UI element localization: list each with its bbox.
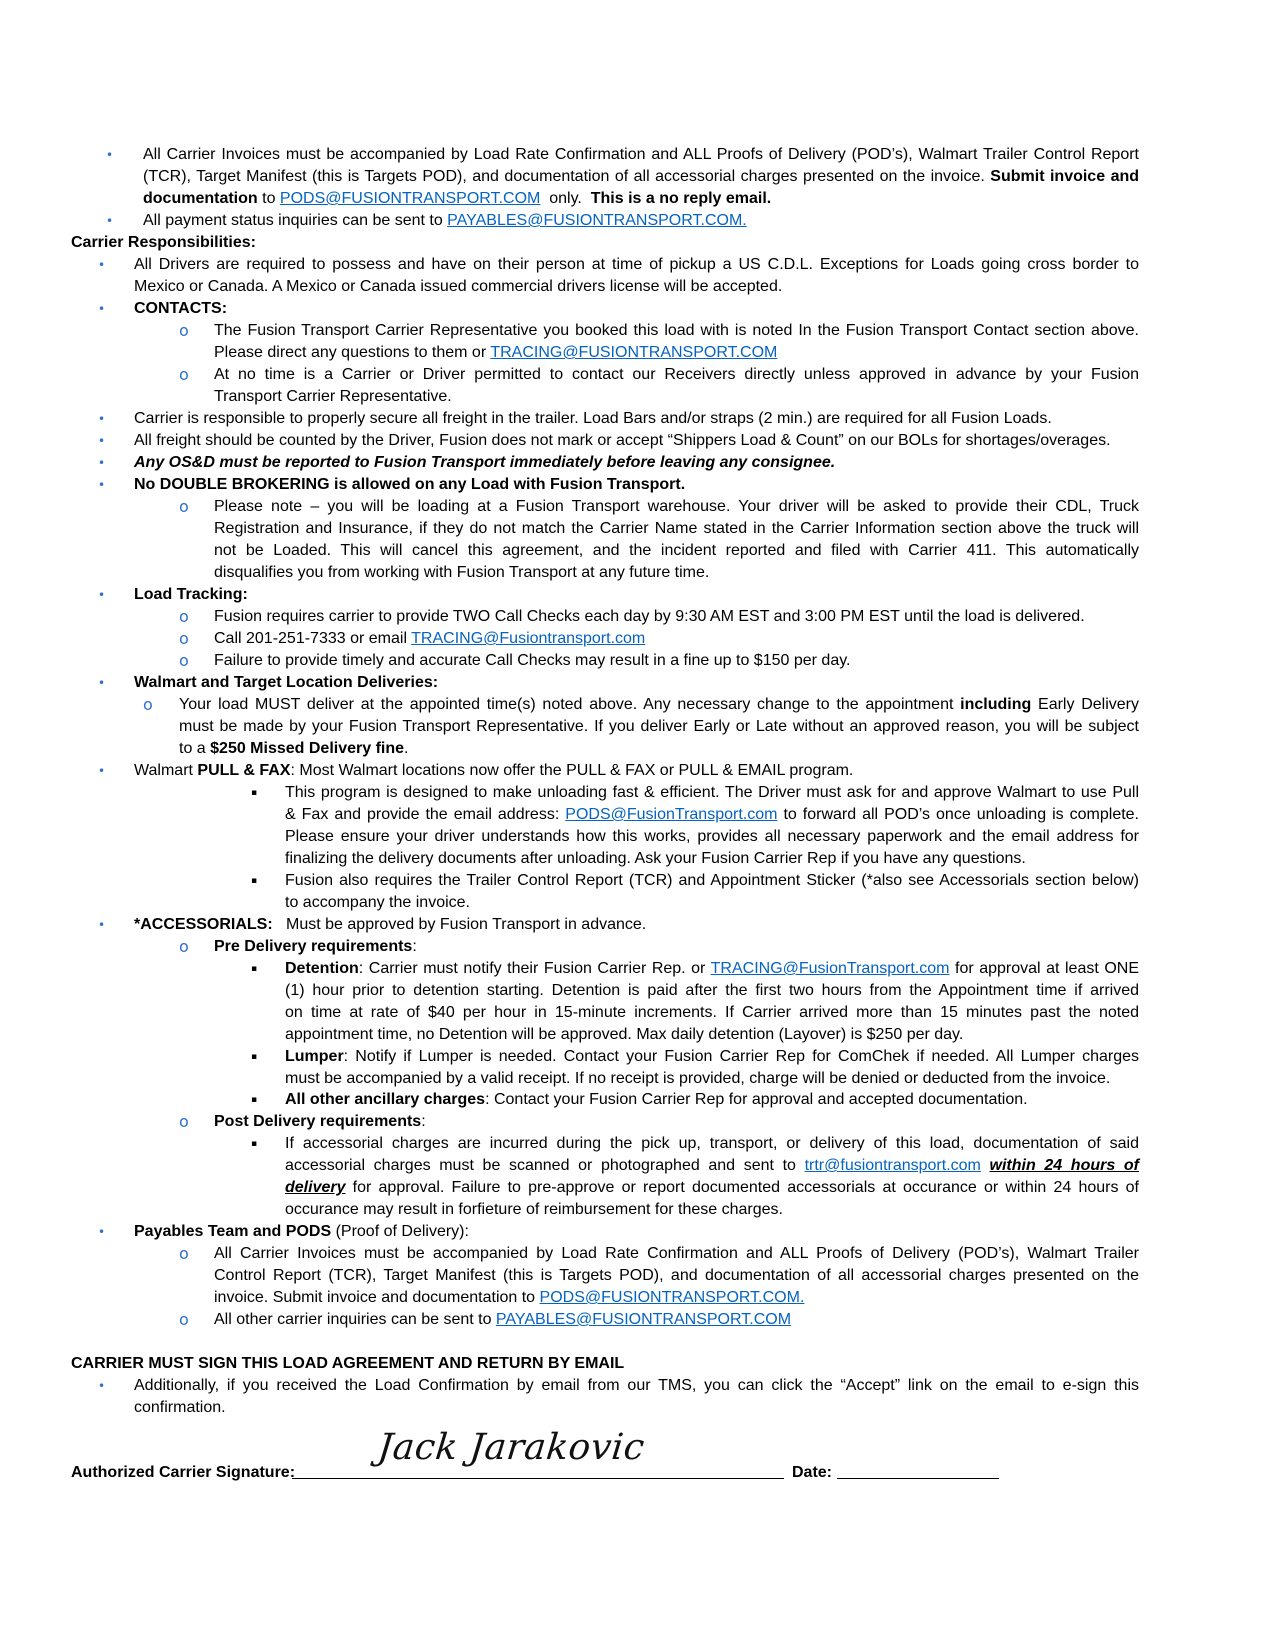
square-bullet-icon: ▪	[251, 1095, 258, 1105]
circle-bullet-icon: o	[179, 497, 189, 516]
invoice-text-line2: (TCR), Target Manifest (this is Targets POD), and documentation of all accessorial charges presented on the invoice. Submit invoice and	[143, 168, 1140, 185]
post-delivery-heading: Post Delivery requirements:	[214, 1113, 426, 1130]
double-brokering-line2: Registration and Insurance, if they do not match the Carrier Name stated in the Carrier Information section above the truck will	[214, 520, 1139, 537]
contacts-rep-line1: The Fusion Transport Carrier Representative you booked this load with is noted In the Fusion Transport Contact section above.	[214, 322, 1139, 339]
contacts-heading: CONTACTS:	[134, 300, 228, 317]
cdl-line2: Mexico or Canada. A Mexico or Canada issued commercial drivers license will be accepted.	[134, 278, 783, 295]
tracing-email-link[interactable]: TRACING@Fusiontransport.com	[411, 630, 646, 647]
pull-fax-line1: This program is designed to make unloading fast & efficient. The Driver must ask for and approve Walmart to use Pull	[285, 784, 1139, 801]
detention-line4: appointment time, no Detention will be approved. Max daily detention (Layover) is $250 per day.	[285, 1026, 964, 1043]
square-bullet-icon: ▪	[251, 876, 258, 886]
signature-label: Authorized Carrier Signature:	[71, 1464, 296, 1481]
walmart-target-line3: to a $250 Missed Delivery fine.	[179, 740, 409, 757]
payment-status-line: All payment status inquiries can be sent to PAYABLES@FUSIONTRANSPORT.COM.	[143, 212, 747, 229]
sign-agreement-heading: CARRIER MUST SIGN THIS LOAD AGREEMENT AND RETURN BY EMAIL	[71, 1355, 625, 1372]
payables-heading: Payables Team and PODS (Proof of Delivery):	[134, 1223, 469, 1240]
accessorials-heading: *ACCESSORIALS: Must be approved by Fusion Transport in advance.	[134, 916, 647, 933]
payables-line1: All Carrier Invoices must be accompanied by Load Rate Confirmation and ALL Proofs of Delivery (POD’s), Walmart Trailer	[214, 1245, 1139, 1262]
circle-bullet-icon: o	[143, 695, 153, 714]
circle-bullet-icon: o	[179, 607, 189, 626]
bullet-icon: •	[98, 412, 106, 426]
bullet-icon: •	[98, 1379, 106, 1393]
post-delivery-line1: If accessorial charges are incurred during the pick up, transport, or delivery of this load, documentation of said	[285, 1135, 1139, 1152]
lumper-line2: must be accompanied by a valid receipt. If no receipt is provided, charge will be denied or deducted from the invoice.	[285, 1070, 1111, 1087]
payables-email-link[interactable]: PAYABLES@FUSIONTRANSPORT.COM	[495, 1311, 792, 1328]
pull-fax-line2: & Fax and provide the email address: PODS@FusionTransport.com to forward all POD’s once unloading is complete.	[285, 806, 1140, 823]
trtr-email-link[interactable]: trtr@fusiontransport.com	[804, 1157, 981, 1174]
tcr-line1: Fusion also requires the Trailer Control Report (TCR) and Appointment Sticker (*also see Accessorials section below)	[285, 872, 1139, 889]
contacts-rep-line2: Please direct any questions to them or TRACING@FUSIONTRANSPORT.COM	[214, 344, 778, 361]
bullet-icon: •	[98, 588, 106, 602]
circle-bullet-icon: o	[179, 321, 189, 340]
circle-bullet-icon: o	[179, 1112, 189, 1131]
bullet-icon: •	[98, 764, 106, 778]
bullet-icon: •	[98, 434, 106, 448]
pre-delivery-heading: Pre Delivery requirements:	[214, 938, 417, 955]
pods-email-link[interactable]: PODS@FUSIONTRANSPORT.COM	[279, 190, 541, 207]
invoice-text-line1: All Carrier Invoices must be accompanied by Load Rate Confirmation and ALL Proofs of Delivery (POD’s), Walmart Trailer Control Report	[143, 146, 1139, 163]
date-line[interactable]	[837, 1478, 999, 1479]
tracking-contact-line: Call 201-251-7333 or email TRACING@Fusiontransport.com	[214, 630, 646, 647]
osd-line: Any OS&D must be reported to Fusion Transport immediately before leaving any consignee.	[134, 454, 836, 471]
walmart-target-heading: Walmart and Target Location Deliveries:	[134, 674, 439, 691]
carrier-signature-image: Jack Jarakovic	[375, 1427, 647, 1468]
bullet-icon: •	[98, 258, 106, 272]
double-brokering-line4: disqualifies you from working with Fusion Transport at any future time.	[214, 564, 710, 581]
post-delivery-line2: accessorial charges must be scanned or photographed and sent to trtr@fusiontransport.com within 24 hours of	[285, 1157, 1139, 1174]
secure-freight-line: Carrier is responsible to properly secure all freight in the trailer. Load Bars and/or straps (2 min.) are required for all Fusion Loads.	[134, 410, 1052, 427]
detention-line1: Detention: Carrier must notify their Fusion Carrier Rep. or TRACING@FusionTransport.com for approval at least ONE	[285, 960, 1140, 977]
circle-bullet-icon: o	[179, 1310, 189, 1329]
payables-line2: Control Report (TCR), Target Manifest (this is Targets POD), and documentation of all accessorial charges presented on the	[214, 1267, 1139, 1284]
square-bullet-icon: ▪	[251, 1139, 258, 1149]
pull-fax-line3: Please ensure your driver understands how this works, provides all necessary paperwork and the email address for	[285, 828, 1139, 845]
tracing-email-link[interactable]: TRACING@FusionTransport.com	[710, 960, 950, 977]
date-label: Date:	[792, 1464, 833, 1481]
load-tracking-heading: Load Tracking:	[134, 586, 248, 603]
e-sign-line1: Additionally, if you received the Load Confirmation by email from our TMS, you can click the “Accept” link on the email to e-sign this	[134, 1377, 1139, 1394]
pods-email-link[interactable]: PODS@FUSIONTRANSPORT.COM.	[539, 1289, 805, 1306]
post-delivery-line4: occurance may result in forfieture of reimbursement for these charges.	[285, 1201, 783, 1218]
invoice-text-line3: documentation to PODS@FUSIONTRANSPORT.COM only. This is a no reply email.	[143, 190, 772, 207]
signature-line[interactable]	[292, 1478, 784, 1479]
bullet-icon: •	[98, 918, 106, 932]
payables-email-link[interactable]: PAYABLES@FUSIONTRANSPORT.COM.	[447, 212, 747, 229]
circle-bullet-icon: o	[179, 651, 189, 670]
payables-line3: invoice. Submit invoice and documentation to PODS@FUSIONTRANSPORT.COM.	[214, 1289, 805, 1306]
bullet-icon: •	[98, 1225, 106, 1239]
double-brokering-line3: not be Loaded. This will cancel this agreement, and the incident reported and filed with Carrier 411. This automatically	[214, 542, 1139, 559]
walmart-target-line2: must be made by your Fusion Transport Representative. If you deliver Early or Late without an approved reason, you will be subject	[179, 718, 1139, 735]
bullet-icon: •	[98, 456, 106, 470]
detention-line2: (1) hour prior to detention starting. Detention is paid after the first two hours from the Appointment time if arrived	[285, 982, 1139, 999]
double-brokering-heading: No DOUBLE BROKERING is allowed on any Load with Fusion Transport.	[134, 476, 686, 493]
double-brokering-line1: Please note – you will be loading at a Fusion Transport warehouse. Your driver will be asked to provide their CDL, Truck	[214, 498, 1139, 515]
tracking-call-checks-line: Fusion requires carrier to provide TWO Call Checks each day by 9:30 AM EST and 3:00 PM EST until the load is delivered.	[214, 608, 1085, 625]
pods-email-link[interactable]: PODS@FusionTransport.com	[565, 806, 778, 823]
contacts-receivers-line1: At no time is a Carrier or Driver permitted to contact our Receivers directly unless approved in advance by your Fusion	[214, 366, 1139, 383]
tracing-email-link[interactable]: TRACING@FUSIONTRANSPORT.COM	[490, 344, 778, 361]
post-delivery-line3: delivery for approval. Failure to pre-approve or report documented accessorials at occurance or within 24 hours of	[285, 1179, 1139, 1196]
lumper-line1: Lumper: Notify if Lumper is needed. Contact your Fusion Carrier Rep for ComChek if needed. All Lumper charges	[285, 1048, 1139, 1065]
bullet-icon: •	[98, 676, 106, 690]
e-sign-line2: confirmation.	[134, 1399, 226, 1416]
square-bullet-icon: ▪	[251, 1052, 258, 1062]
circle-bullet-icon: o	[179, 1244, 189, 1263]
freight-count-line: All freight should be counted by the Driver, Fusion does not mark or accept “Shippers Load & Count” on our BOLs for shortages/overages.	[134, 432, 1111, 449]
detention-line3: on time at rate of $40 per hour in 15-minute increments. If Carrier arrived more than 15 minutes past the noted	[285, 1004, 1139, 1021]
bullet-icon: •	[106, 148, 114, 162]
pull-fax-heading: Walmart PULL & FAX: Most Walmart locations now offer the PULL & FAX or PULL & EMAIL program.	[134, 762, 854, 779]
square-bullet-icon: ▪	[251, 964, 258, 974]
circle-bullet-icon: o	[179, 629, 189, 648]
circle-bullet-icon: o	[179, 365, 189, 384]
bullet-icon: •	[98, 478, 106, 492]
payables-inquiries-line: All other carrier inquiries can be sent to PAYABLES@FUSIONTRANSPORT.COM	[214, 1311, 792, 1328]
tcr-line2: to accompany the invoice.	[285, 894, 470, 911]
walmart-target-line1: Your load MUST deliver at the appointed time(s) noted above. Any necessary change to the appointment including Early Delivery	[179, 696, 1140, 713]
bullet-icon: •	[106, 214, 114, 228]
cdl-line1: All Drivers are required to possess and have on their person at time of pickup a US C.D.L. Exceptions for Loads going cross border to	[134, 256, 1139, 273]
tracking-fine-line: Failure to provide timely and accurate Call Checks may result in a fine up to $150 per day.	[214, 652, 851, 669]
square-bullet-icon: ▪	[251, 788, 258, 798]
contacts-receivers-line2: Transport Carrier Representative.	[214, 388, 452, 405]
ancillary-charges-line: All other ancillary charges: Contact your Fusion Carrier Rep for approval and accepted documentation.	[285, 1091, 1028, 1108]
bullet-icon: •	[98, 302, 106, 316]
circle-bullet-icon: o	[179, 937, 189, 956]
carrier-responsibilities-heading: Carrier Responsibilities:	[71, 234, 256, 251]
pull-fax-line4: finalizing the delivery documents after unloading. Ask your Fusion Carrier Rep if you have any questions.	[285, 850, 1026, 867]
